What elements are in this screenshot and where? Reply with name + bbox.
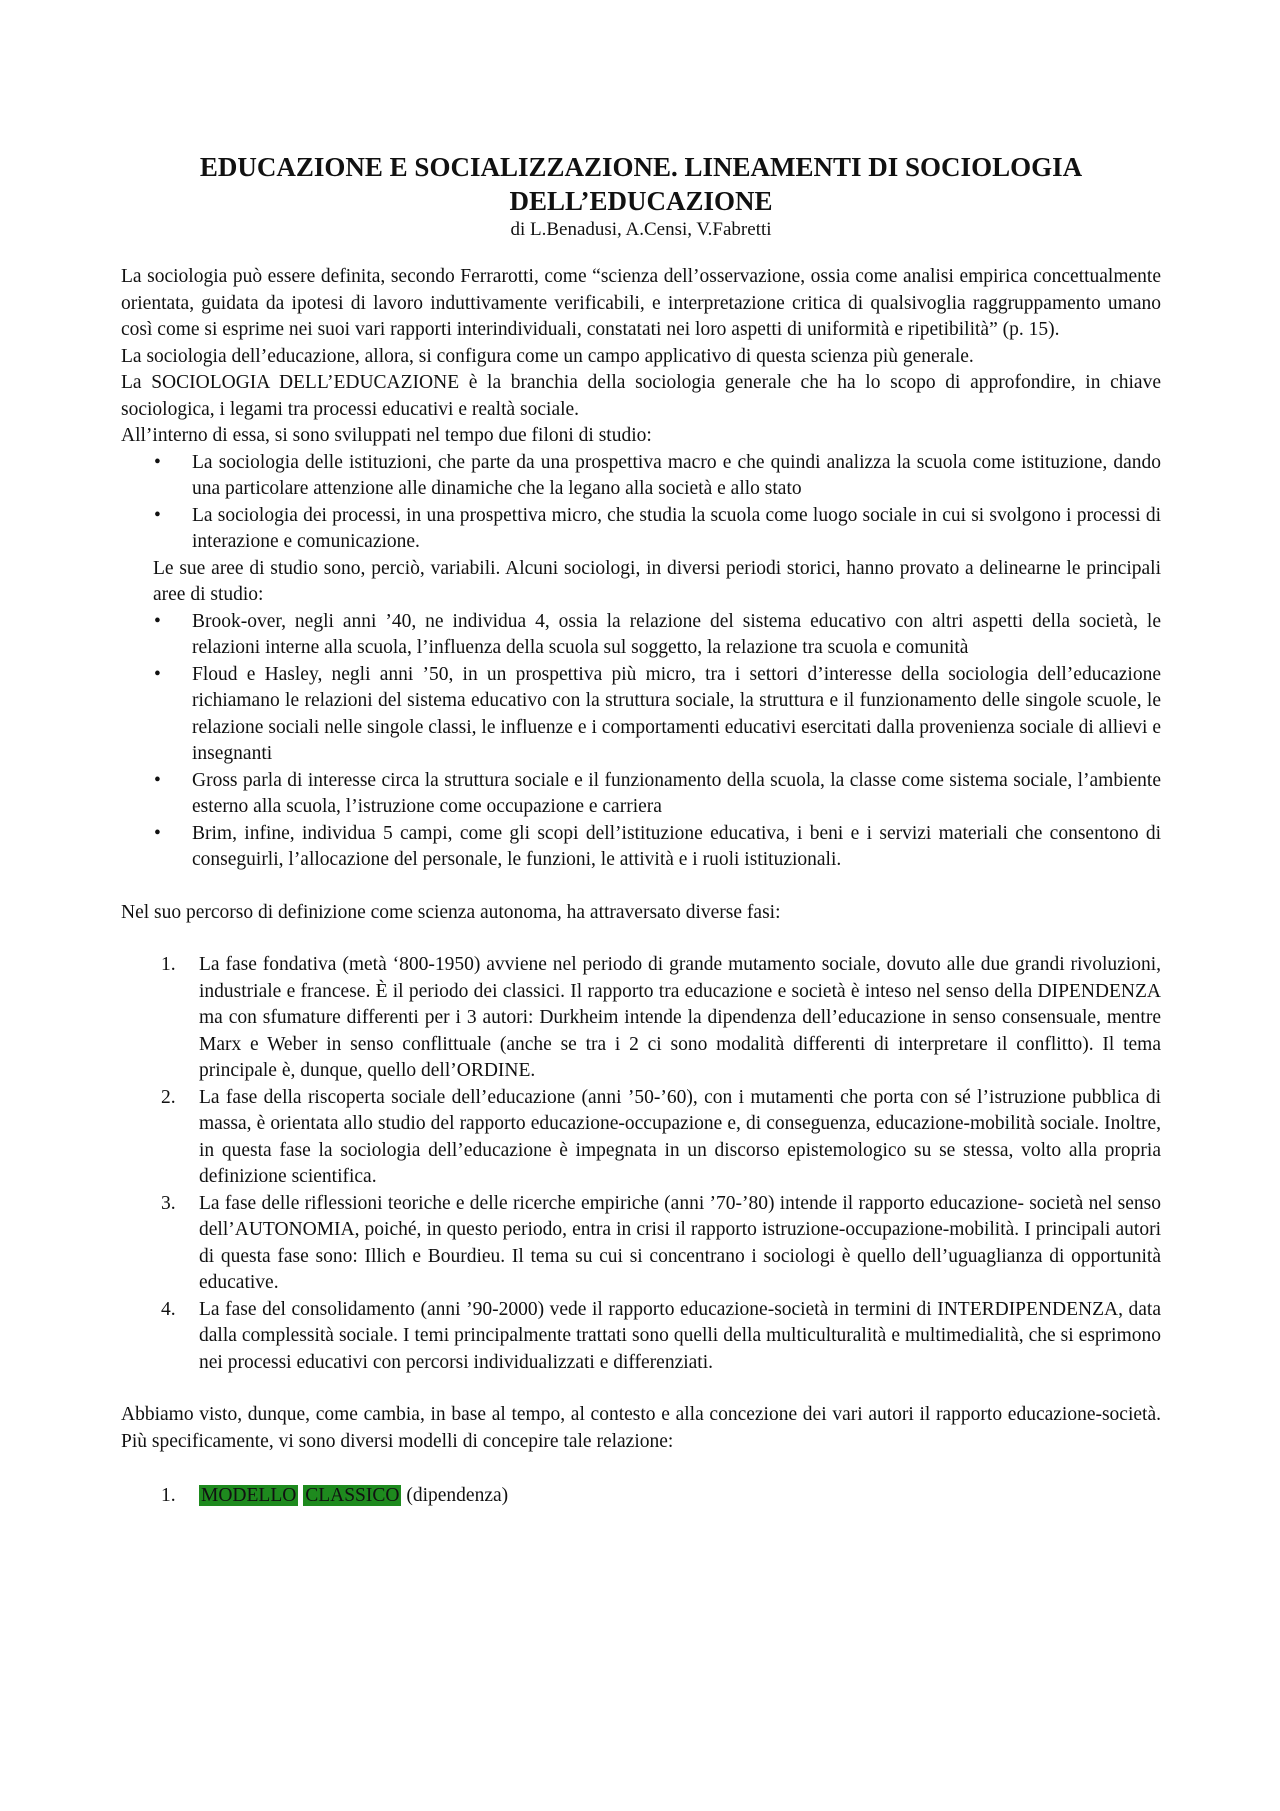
list-item: [154, 450, 1161, 503]
study-lines-list: [121, 450, 1161, 556]
list-item-text: La sociologia dei processi, in una prospettiva micro, che studia la scuola come luogo sociale in cui si svolgono i processi di interazione e comunicazione.: [192, 504, 1161, 552]
list-item-text: La fase della riscoperta sociale dell’educazione (anni ’50-’60), con i mutamenti che porta con sé l’istruzione pubblica di massa, è orientata allo studio del rapporto educazione-occupazione e, di conseguenza, educazione-mobilità sociale. Inoltre, in questa fase la sociologia dell’educazione è impegnata in un discorso epistemologico su se stessa, volto alla propria definizione scientifica.: [199, 1086, 1161, 1187]
spacer: [121, 1455, 1161, 1483]
list-number: 4.: [161, 1298, 176, 1320]
document-authors: di L.Benadusi, A.Censi, V.Fabretti: [510, 219, 772, 240]
bullet-mark: •: [154, 822, 161, 844]
spacer: [121, 874, 1161, 900]
list-number: 1.: [161, 954, 176, 975]
list-item: [154, 609, 1161, 662]
list-item: [161, 1191, 1161, 1297]
list-item: [154, 662, 1161, 768]
paragraph-applicative-field: La sociologia dell’educazione, allora, si configura come un campo applicativo di questa scienza più generale.: [121, 345, 974, 367]
paragraph-phases-intro: Nel suo percorso di definizione come scienza autonoma, ha attraversato diverse fasi:: [121, 901, 781, 923]
list-item-text: Brook-over, negli anni ’40, ne individua 4, ossia la relazione del sistema educativo con altri aspetti della società, le relazioni interne alla scuola, l’influenza della scuola sul soggetto, la relazione tra scuola e comunità: [192, 610, 1161, 658]
study-areas-list: [121, 609, 1161, 874]
bullet-mark: •: [154, 610, 161, 632]
title-line-2: DELL’EDUCAZIONE: [509, 186, 773, 216]
list-item-text: La sociologia delle istituzioni, che parte da una prospettiva macro e che quindi analizza la scuola come istituzione, dando una particolare attenzione alle dinamiche che la legano alla società e allo stato: [192, 451, 1161, 499]
list-item: [161, 1483, 1161, 1510]
list-item: [161, 1297, 1161, 1377]
list-item-text: Brim, infine, individua 5 campi, come gli scopi dell’istituzione educativa, i beni e i servizi materiali che consentono di conseguirli, l’allocazione del personale, le funzioni, le attività e i ruoli istituzionali.: [192, 822, 1161, 870]
bullet-mark: •: [154, 504, 161, 526]
list-item-text: La fase del consolidamento (anni ’90-2000) vede il rapporto educazione-società in termini di INTERDIPENDENZA, data dalla complessità sociale. I temi principalmente trattati sono quelli della multiculturalità e multimedialità, che si esprimono nei processi educativi con percorsi individualizzati e differenziati.: [199, 1298, 1161, 1373]
list-item-text: Floud e Hasley, negli anni ’50, in un prospettiva più micro, tra i settori d’interesse della sociologia dell’educazione richiamano le relazioni del sistema educativo con la struttura sociale, la struttura e il funzionamento delle singole scuole, le relazione sociali nelle singole classi, le influenze e i comportamenti educativi esercitati dalla provenienza sociale di allievi e insegnanti: [192, 663, 1161, 764]
bullet-mark: •: [154, 769, 161, 791]
document-title: [121, 150, 1161, 218]
paragraph-study-areas-intro: Le sue aree di studio sono, perciò, variabili. Alcuni sociologi, in diversi periodi storici, hanno provato a delinearne le principali aree di studio:: [153, 557, 1161, 605]
phases-list: [121, 952, 1161, 1376]
bullet-mark: •: [154, 451, 161, 473]
list-number: 3.: [161, 1192, 176, 1214]
paragraph-sociology-of-education: La SOCIOLOGIA DELL’EDUCAZIONE è la branchia della sociologia generale che ha lo scopo di approfondire, in chiave sociologica, i legami tra processi educativi e realtà sociale.: [121, 372, 1161, 420]
paragraph-models-intro: Abbiamo visto, dunque, come cambia, in base al tempo, al contesto e alla concezione dei vari autori il rapporto educazione-società. Più specificamente, vi sono diversi modelli di concepire tale relazione:: [121, 1404, 1161, 1452]
list-number: 2.: [161, 1086, 176, 1108]
highlighted-word-classico: CLASSICO: [305, 1485, 400, 1506]
spacer: [121, 1376, 1161, 1402]
list-item-text: Gross parla di interesse circa la struttura sociale e il funzionamento della scuola, la classe come sistema sociale, l’ambiente esterno alla scuola, l’istruzione come occupazione e carriera: [192, 769, 1161, 817]
list-item-text: La fase fondativa (metà ‘800-1950) avviene nel periodo di grande mutamento sociale, dovuto alle due grandi rivoluzioni, industriale e francese. È il periodo dei classici. Il rapporto tra educazione e società è inteso nel senso della DIPENDENZA ma con sfumature differenti per i 3 autori: Durkheim intende la dipendenza dell’educazione in senso consensuale, mentre Marx e Weber in senso conflittuale (anche se tra i 2 ci sono modalità differenti di interpretare il conflitto). Il tema principale è, dunque, quello dell’ORDINE.: [199, 954, 1161, 1081]
model-note: (dipendenza): [406, 1485, 509, 1506]
paragraph-definition: La sociologia può essere definita, secondo Ferrarotti, come “scienza dell’osservazione, ossia come analisi empirica concettualmente orientata, guidata da ipotesi di lavoro induttivamente verificabili, e interpretazione critica di qualsivoglia raggruppamento umano così come si esprime nei suoi vari rapporti interindividuali, constatati nei loro aspetti di uniformità e ripetibilità” (p. 15).: [121, 266, 1161, 340]
list-item: [154, 821, 1161, 874]
highlighted-word-modello: MODELLO: [201, 1485, 297, 1506]
list-item: [154, 768, 1161, 821]
list-item: [154, 503, 1161, 556]
bullet-mark: •: [154, 663, 161, 685]
list-number: 1.: [161, 1485, 176, 1506]
title-line-1: EDUCAZIONE E SOCIALIZZAZIONE. LINEAMENTI DI SOCIOLOGIA: [199, 152, 1083, 182]
paragraph-study-lines-intro: All’interno di essa, si sono sviluppati nel tempo due filoni di studio:: [121, 425, 652, 446]
list-item-text: La fase delle riflessioni teoriche e delle ricerche empiriche (anni ’70-’80) intende il rapporto educazione- società nel senso dell’AUTONOMIA, poiché, in questo periodo, entra in crisi il rapporto istruzione-occupazione-mobilità. I principali autori di questa fase sono: Illich e Bourdieu. Il tema su cui si concentrano i sociologi è quello dell’uguaglianza di opportunità educative.: [199, 1192, 1161, 1293]
list-item: [161, 1085, 1161, 1191]
spacer: [121, 926, 1161, 952]
models-list: [121, 1483, 1161, 1510]
list-item: [161, 952, 1161, 1085]
